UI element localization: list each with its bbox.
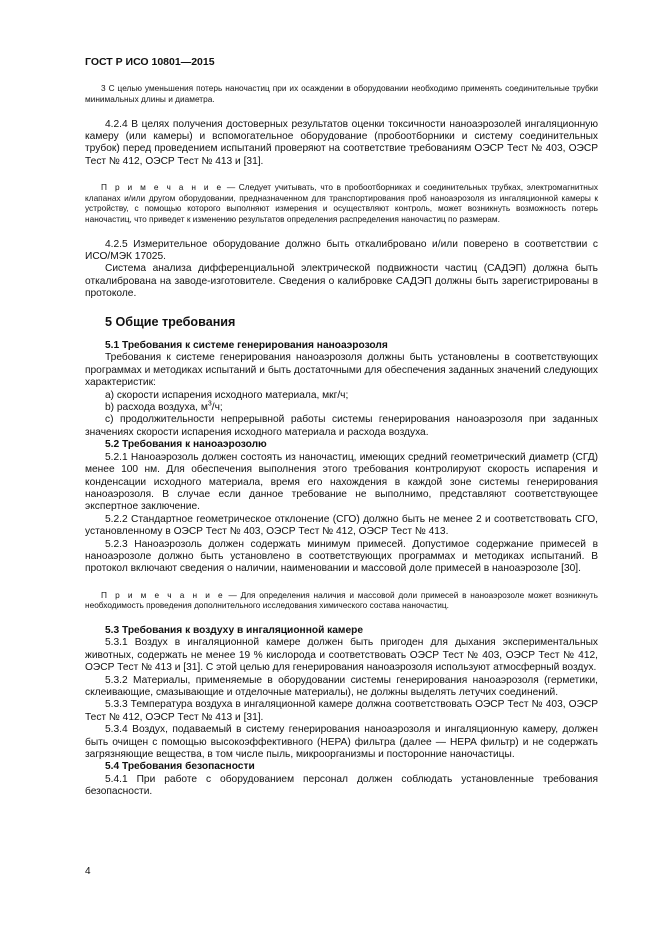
- note-label: П р и м е ч а н и е: [101, 589, 225, 600]
- clause-5-2-2: 5.2.2 Стандартное геометрическое отклонение (СГО) должно быть не менее 2 и соответствовать СГО, установленному в ОЭСР Тест № 403, ОЭСР Тест № 412, ОЭСР Тест № 413.: [85, 513, 598, 538]
- page-number: 4: [85, 866, 91, 877]
- clause-5-3-4: 5.3.4 Воздух, подаваемый в систему генерирования наноаэрозоля и ингаляционную камеру, должен быть очищен с помощью высокоэффективного (HEPA) фильтра (далее — HEPA фильтр) и не содержать загрязняющие вещества, в том числе пыль, микроорганизмы и посторонние наночастицы.: [85, 724, 598, 760]
- clause-5-3-2: 5.3.2 Материалы, применяемые в оборудовании системы генерирования наноаэрозоля (герметики, склеивающие, смазывающие и отделочные материалы), не должны выделять летучих соединений.: [85, 674, 598, 698]
- subsection-5-3-title: 5.3 Требования к воздуху в ингаляционной камере: [105, 624, 364, 636]
- subsection-5-2-title: 5.2 Требования к наноаэрозолю: [105, 439, 267, 451]
- subsection-5-4-title: 5.4 Требования безопасности: [105, 761, 255, 773]
- note-5-2: [85, 590, 598, 611]
- clause-5-2-1: 5.2.1 Наноаэрозоль должен состоять из наночастиц, имеющих средний геометрический диаметр (СГД) менее 100 нм. Для обеспечения выполнения этого требования контролируют скорость испарения и конденсации исходного материала, время его нахождения в каждой зоне системы генерирования наноаэрозоля. В случае если данное требование не выполнимо, представляют соответствующее экспертное заключение.: [85, 451, 598, 513]
- subsection-5-1-text: Требования к системе генерирования наноаэрозоля должны быть установлены в соответствующих программах и методиках испытаний и быть достаточными для обеспечения заданных значений следующих характеристик:: [85, 352, 598, 389]
- sadep-calibration: Система анализа дифференциальной электрической подвижности частиц (САДЭП) должна быть откалибрована на заводе-изготовителе. Сведения о калибровке САДЭП должны быть зарегистрированы в протоколе.: [85, 263, 598, 300]
- list-item-b-unit: /ч;: [211, 402, 223, 414]
- note-label: П р и м е ч а н и е: [101, 182, 224, 193]
- list-item-b: [105, 402, 598, 414]
- list-item-c: с) продолжительности непрерывной работы системы генерирования наноаэрозоля при заданных значениях скорости испарения исходного материала и расхода воздуха.: [85, 414, 598, 438]
- note-5-2-text: [85, 590, 598, 611]
- subsection-5-1-title: 5.1 Требования к системе генерирования наноаэрозоля: [105, 340, 388, 352]
- list-item-b-text: b) расхода воздуха, м: [105, 402, 208, 414]
- note-body: — Следует учитывать, что в пробоотборниках и соединительных трубках, электромагнитных клапанах и/или другом оборудовании, предназначенном для транспортирования проб наноаэрозоля из ингаляционной камеры к устройству, с помощью которого выполняют измерения и осуществляют контроль, может возникнуть возможность потерь наночастиц, что приведет к изменению результатов определения распределения наночастиц по размерам.: [85, 182, 598, 224]
- note-4-2-4-text: [85, 182, 598, 224]
- section-5-title: 5 Общие требования: [105, 314, 236, 329]
- clause-5-3-1: 5.3.1 Воздух в ингаляционной камере должен быть пригоден для дыхания экспериментальных животных, содержать не менее 19 % кислорода и соответствовать ОЭСР Тест № 403, ОЭСР Тест № 412, ОЭСР Тест № 413 и [31]. С этой целью для генерирования наноаэрозоля используют атмосферный воздух.: [85, 637, 598, 674]
- clause-5-4-1: 5.4.1 При работе с оборудованием персонал должен соблюдать установленные требования безопасности.: [85, 773, 598, 798]
- clause-5-2-3: 5.2.3 Наноаэрозоль должен содержать минимум примесей. Допустимое содержание примесей в наноаэрозоле должно быть установлено в соответствующих программах и методиках испытаний. В протокол включают сведения о наличии, наименовании и массовой доле примесей в наноаэрозоле [30].: [85, 538, 598, 575]
- note-4-2-4: [85, 182, 598, 224]
- footnote-3-text: 3 С целью уменьшения потерь наночастиц при их осаждении в оборудовании необходимо применять соединительные трубки минимальных длины и диаметра.: [85, 83, 598, 104]
- document-header: ГОСТ Р ИСО 10801—2015: [85, 56, 215, 68]
- clause-4-2-4: 4.2.4 В целях получения достоверных результатов оценки токсичности наноаэрозолей ингаляционную камеру (или камеры) и вспомогательное оборудование (пробоотборники и систему соединительных трубок) перед проведением испытаний проверяют на соответствие требованиям ОЭСР Тест № 403, ОЭСР Тест № 412, ОЭСР Тест № 413 и [31].: [85, 118, 598, 167]
- note-body: — Для определения наличия и массовой доли примесей в наноаэрозоле может возникнуть необходимость проведения дополнительного исследования химического состава наночастиц.: [85, 589, 598, 611]
- list-item-a: а) скорости испарения исходного материала, мкг/ч;: [105, 389, 349, 401]
- superscript: 3: [207, 400, 212, 408]
- clause-5-3-3: 5.3.3 Температура воздуха в ингаляционной камере должна соответствовать ОЭСР Тест № 403, ОЭСР Тест № 412, ОЭСР Тест № 413 и [31].: [85, 699, 598, 723]
- footnote-3: [85, 83, 598, 104]
- clause-4-2-5: 4.2.5 Измерительное оборудование должно быть откалибровано и/или поверено в соответствии с ИСО/МЭК 17025.: [85, 238, 598, 262]
